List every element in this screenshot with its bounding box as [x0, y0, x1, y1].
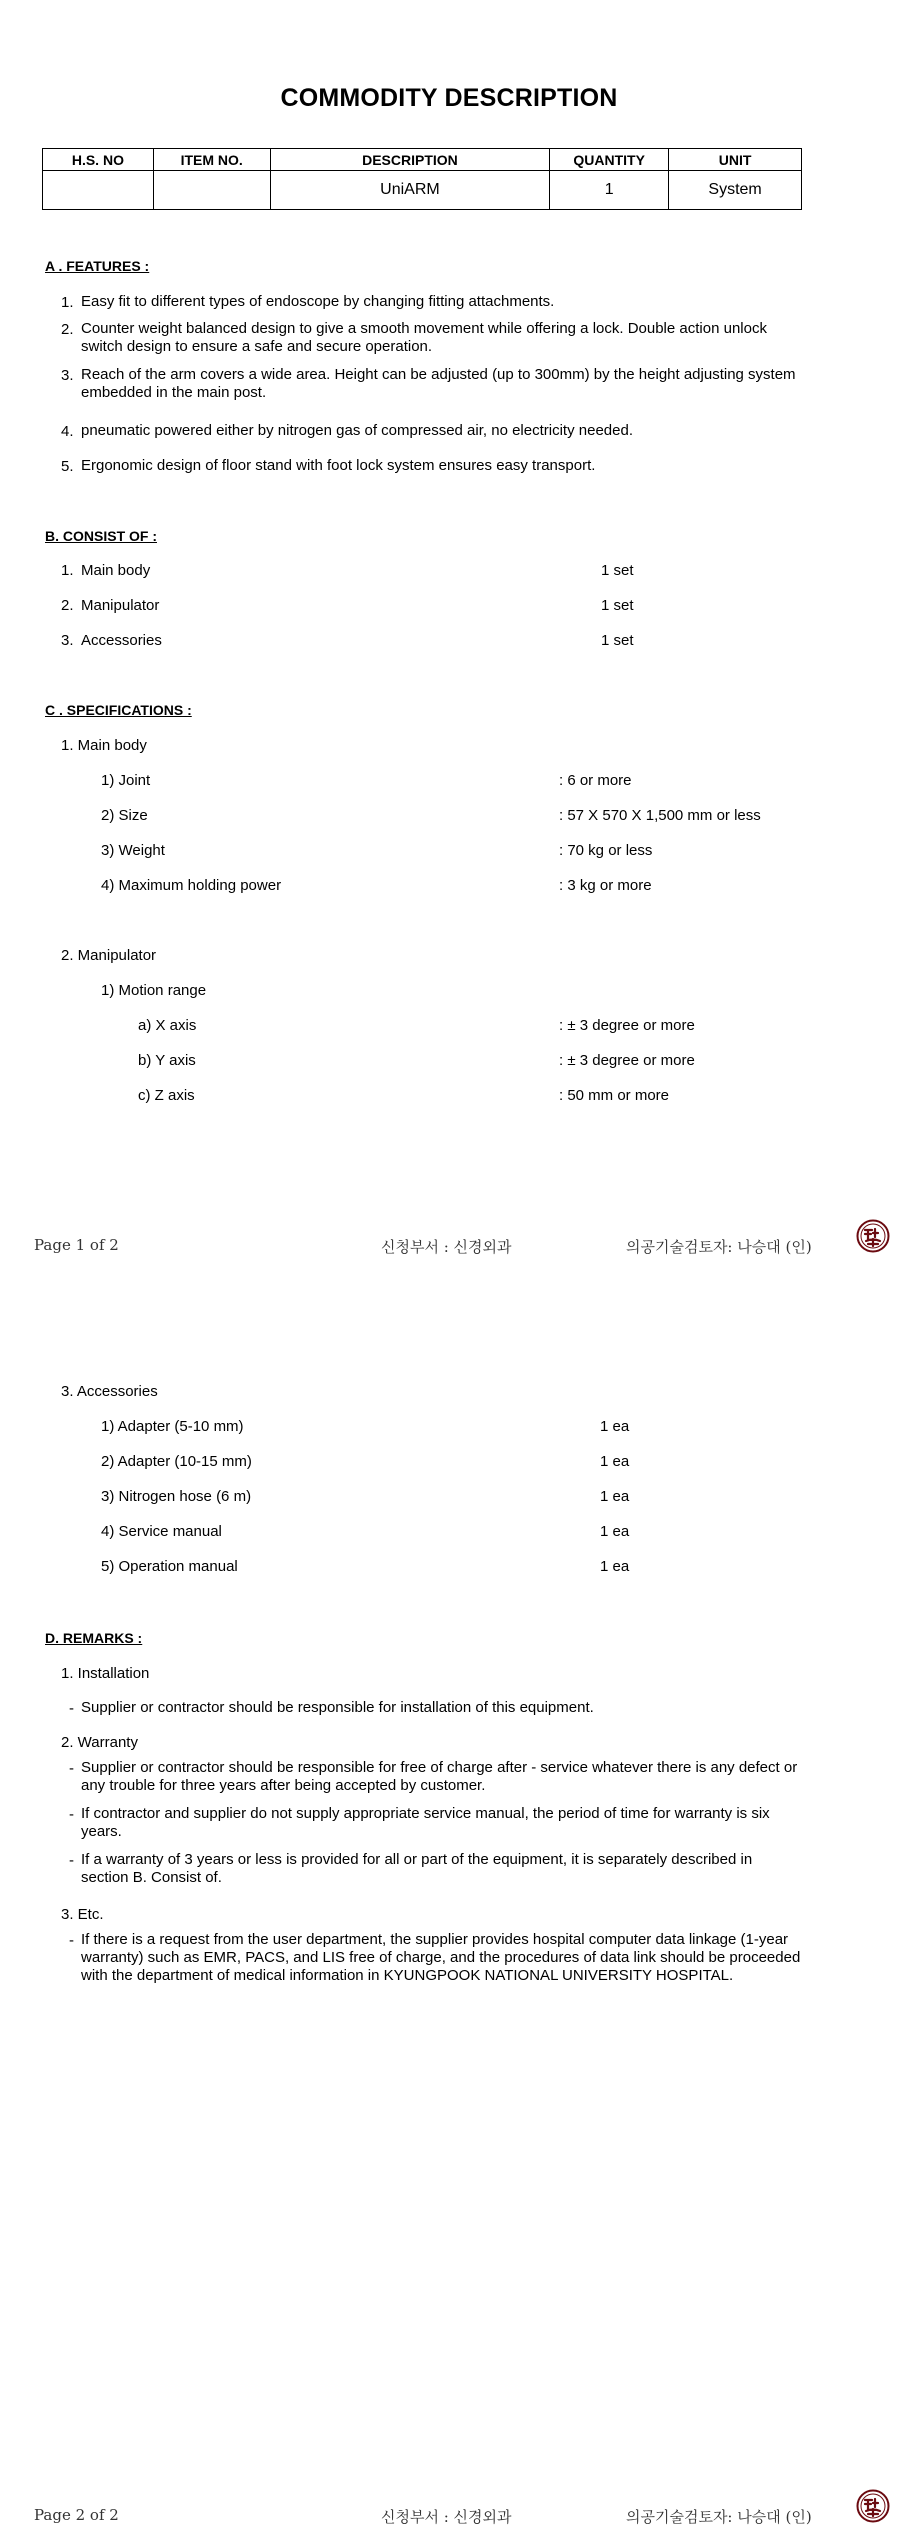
feature-num: 2. — [61, 321, 74, 338]
header-unit: UNIT — [669, 149, 802, 171]
spec-label: 3) Weight — [101, 842, 165, 859]
spec-value: : 57 X 570 X 1,500 mm or less — [559, 807, 761, 824]
header-description: DESCRIPTION — [270, 149, 550, 171]
spec-label: 2) Size — [101, 807, 148, 824]
table-row — [43, 171, 802, 210]
remark-text: Supplier or contractor should be responsible for installation of this equipment. — [81, 1699, 594, 1716]
page-number: Page 2 of 2 — [34, 2506, 119, 2524]
feature-text: pneumatic powered either by nitrogen gas of compressed air, no electricity needed. — [81, 422, 633, 439]
cell-description: UniARM — [270, 171, 550, 210]
table-header-row — [43, 149, 802, 171]
department-label: 신청부서 : 신경외과 — [381, 2508, 512, 2526]
header-item-no: ITEM NO. — [153, 149, 270, 171]
spec-sub-title: 1) Motion range — [101, 982, 207, 999]
feature-text: Easy fit to different types of endoscope by changing fitting attachments. — [81, 293, 555, 310]
cell-hs-no — [43, 171, 154, 210]
spec-group-title: 1. Main body — [61, 737, 147, 754]
bullet-marker: - — [69, 1806, 74, 1823]
spec-label: 3) Nitrogen hose (6 m) — [101, 1488, 252, 1505]
page-number: Page 1 of 2 — [34, 1236, 119, 1254]
cell-unit: System — [669, 171, 802, 210]
consist-name: Manipulator — [81, 597, 160, 614]
remark-text: If a warranty of 3 years or less is provided for all or part of the equipment, it is separately described in section B. Consist of. — [81, 1851, 753, 1886]
feature-num: 1. — [61, 294, 74, 311]
spec-group-title: 2. Manipulator — [61, 947, 157, 964]
stamp-seal-icon — [856, 1219, 890, 1253]
spec-value: 1 ea — [600, 1418, 630, 1435]
department-label: 신청부서 : 신경외과 — [381, 1238, 512, 1256]
spec-label: 1) Joint — [101, 772, 151, 789]
consist-qty: 1 set — [601, 562, 634, 579]
feature-text: Ergonomic design of floor stand with foot lock system ensures easy transport. — [81, 457, 596, 474]
remark-text: If there is a request from the user department, the supplier provides hospital computer data linkage (1-year warranty) such as EMR, PACS, and LIS free of charge, and the procedures of data link should be proceeded with the department of medical information in KYUNGPOOK NATIONAL UNIVERSITY HOSPITAL. — [81, 1931, 801, 1984]
reviewer-label: 의공기술검토자: 나승대 (인) — [626, 1238, 812, 1256]
feature-num: 3. — [61, 367, 74, 384]
cell-quantity: 1 — [550, 171, 669, 210]
consist-qty: 1 set — [601, 632, 634, 649]
consist-heading: B. CONSIST OF : — [45, 528, 157, 544]
spec-label: 4) Service manual — [101, 1523, 222, 1540]
specs-heading: C . SPECIFICATIONS : — [45, 702, 192, 718]
consist-name: Accessories — [81, 632, 162, 649]
consist-qty: 1 set — [601, 597, 634, 614]
feature-text: Counter weight balanced design to give a smooth movement while offering a lock. Double action unlock switch design to ensure a safe and secure operation. — [81, 320, 767, 355]
spec-value: : ± 3 degree or more — [559, 1017, 695, 1034]
spec-label: 1) Adapter (5-10 mm) — [101, 1418, 244, 1435]
consist-num: 1. — [61, 562, 74, 579]
spec-label: 4) Maximum holding power — [101, 877, 282, 894]
bullet-marker: - — [69, 1852, 74, 1869]
feature-text: Reach of the arm covers a wide area. Height can be adjusted (up to 300mm) by the height adjusting system embedded in the main post. — [81, 366, 796, 401]
remark-title: 3. Etc. — [61, 1906, 104, 1923]
cell-item-no — [153, 171, 270, 210]
spec-value: 1 ea — [600, 1523, 630, 1540]
bullet-marker: - — [69, 1700, 74, 1717]
spec-value: : 3 kg or more — [559, 877, 652, 894]
remark-text: If contractor and supplier do not supply appropriate service manual, the period of time for warranty is six years. — [81, 1805, 770, 1840]
spec-label: a) X axis — [138, 1017, 197, 1034]
spec-value: 1 ea — [600, 1558, 630, 1575]
spec-label: c) Z axis — [138, 1087, 195, 1104]
remark-text: Supplier or contractor should be responsible for free of charge after - service whatever there is any defect or any trouble for three years after being accepted by customer. — [81, 1759, 798, 1794]
header-quantity: QUANTITY — [550, 149, 669, 171]
spec-label: 2) Adapter (10-15 mm) — [101, 1453, 252, 1470]
spec-value: : 50 mm or more — [559, 1087, 670, 1104]
remark-title: 2. Warranty — [61, 1734, 138, 1751]
spec-value: : 6 or more — [559, 772, 632, 789]
feature-num: 4. — [61, 423, 74, 440]
reviewer-label: 의공기술검토자: 나승대 (인) — [626, 2508, 812, 2526]
spec-value: : ± 3 degree or more — [559, 1052, 695, 1069]
remark-title: 1. Installation — [61, 1665, 150, 1682]
consist-num: 2. — [61, 597, 74, 614]
consist-num: 3. — [61, 632, 74, 649]
spec-value: 1 ea — [600, 1488, 630, 1505]
spec-value: : 70 kg or less — [559, 842, 653, 859]
consist-name: Main body — [81, 562, 151, 579]
spec-group-title: 3. Accessories — [61, 1383, 158, 1400]
remarks-heading: D. REMARKS : — [45, 1630, 143, 1646]
spec-label: 5) Operation manual — [101, 1558, 238, 1575]
feature-num: 5. — [61, 458, 74, 475]
header-hs-no: H.S. NO — [43, 149, 154, 171]
bullet-marker: - — [69, 1932, 74, 1949]
spec-value: 1 ea — [600, 1453, 630, 1470]
page-title: COMMODITY DESCRIPTION — [280, 84, 618, 112]
bullet-marker: - — [69, 1760, 74, 1777]
commodity-table — [42, 148, 802, 210]
stamp-seal-icon — [856, 2489, 890, 2523]
spec-label: b) Y axis — [138, 1052, 196, 1069]
features-heading: A . FEATURES : — [45, 258, 150, 274]
